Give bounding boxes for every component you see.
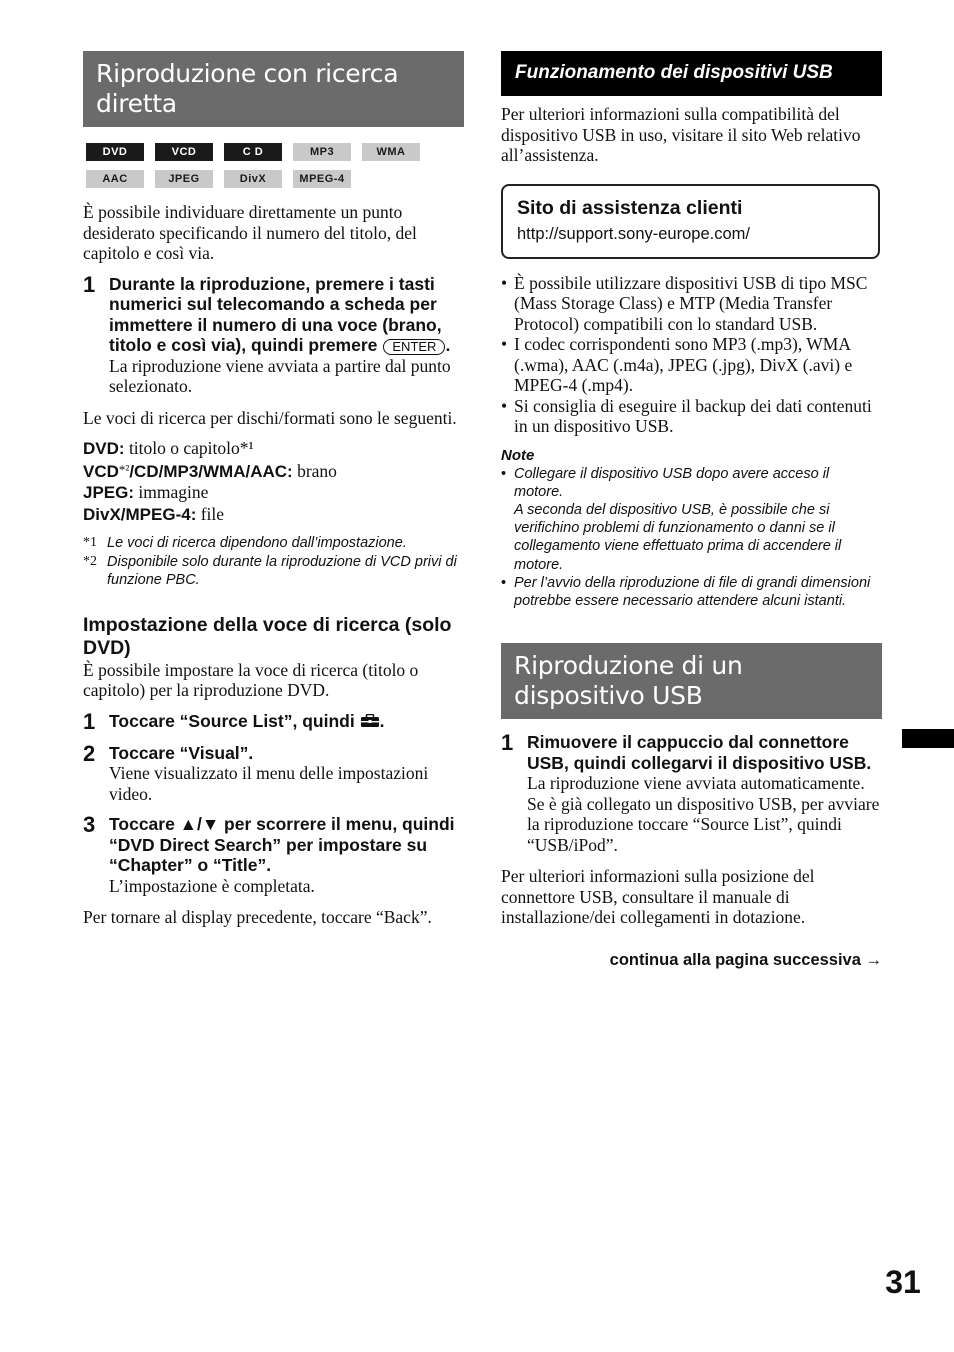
badge-mpeg4: MPEG-4 [293,170,351,188]
notes-block [501,447,882,611]
step-title: Durante la riproduzione, premere i tasti numerici sul telecomando a scheda per immettere il numero di una voce (brano, titolo e così via), quindi premere ENTER . [109,273,451,355]
step-1 [83,271,464,397]
step-description: La riproduzione viene avviata a partire dal punto selezionato. [109,355,451,396]
support-box-title: Sito di assistenza clienti [517,196,743,219]
format-badges [83,143,464,188]
badge-row-1 [83,143,464,161]
search-item-vcd: VCD*²/CD/MP3/WMA/AAC: brano [83,460,337,481]
search-items-list [83,438,464,525]
page-number: 31 [885,1264,921,1300]
intro-paragraph: È possibile individuare direttamente un punto desiderato specificando il numero del titolo, del capitolo e così via. [83,202,417,263]
search-item-dvd: DVD: titolo o capitolo*¹ [83,438,254,458]
toolbox-icon [360,712,380,726]
support-site-box [501,184,880,259]
footnote-2: *2 Disponibile solo durante la riproduzione di VCD privi di funzione PBC. [83,553,457,588]
side-thumb-tab [902,729,954,748]
bullet-item: • È possibile utilizzare dispositivi USB di tipo MSC (Mass Storage Class) e MTP (Media Transfer Protocol) compatibili con lo standard USB. [501,272,868,334]
subsection-intro: È possibile impostare la voce di ricerca (titolo o capitolo) per la riproduzione DVD. [83,659,419,700]
search-item-jpeg: JPEG: immagine [83,482,209,502]
sub-step-2: 2 Toccare “Visual”. Viene visualizzato il menu delle impostazioni video. [83,740,429,804]
enter-key-icon: ENTER [383,339,445,355]
step-number: 1 [83,271,96,297]
badge-cd: C D [224,143,282,161]
sub-step-1: 1 Toccare “Source List”, quindi . [83,708,385,734]
left-column [83,51,464,928]
badge-mp3: MP3 [293,143,351,161]
search-item-divx: DivX/MPEG-4: file [83,503,225,524]
footnotes [83,534,464,590]
sub-step-3: 3 Toccare ▲/▼ per scorrere il menu, quindi “DVD Direct Search” per impostare su “Chapter” o “Title”. L’impostazione è completata. [83,812,455,896]
bullet-item: • Si consiglia di eseguire il backup dei dati contenuti in un dispositivo USB. [501,395,872,436]
note-item: • Collegare il dispositivo USB dopo avere acceso il motore. A seconda del dispositivo USB, è possibile che si verifichino problemi di funzionamento o danni se il collegamento viene effettuato prima di accendere il motore. [501,465,842,573]
badge-dvd: DVD [86,143,144,161]
note-item: • Per l’avvio della riproduzione di file di grandi dimensioni potrebbe essere necessario attendere alcuni istanti. [501,574,871,609]
bullet-item: • I codec corrispondenti sono MP3 (.mp3), WMA (.wma), AAC (.m4a), JPEG (.jpg), DivX (.avi) e MPEG-4 (.mp4). [501,334,853,395]
section-title-usb-playback: Riproduzione di un dispositivo USB [501,643,882,719]
badge-vcd: VCD [155,143,213,161]
badge-wma: WMA [362,143,420,161]
search-intro: Le voci di ricerca per dischi/formati sono le seguenti. [83,407,457,428]
usb-operations-title: Funzionamento dei dispositivi USB [501,51,882,96]
subsection-title: Impostazione della voce di ricerca (solo DVD) [83,613,452,659]
usb-operations-intro: Per ulteriori informazioni sulla compatibilità del dispositivo USB in uso, visitare il sito Web relativo all’assistenza. [501,104,861,165]
usb-outro: Per ulteriori informazioni sulla posizione del connettore USB, consultare il manuale di installazione/dei collegamenti in dotazione. [501,866,815,928]
note-title: Note [501,446,535,464]
badge-jpeg: JPEG [155,170,213,188]
back-note: Per tornare al display precedente, toccare “Back”. [83,907,432,927]
badge-divx: DivX [224,170,282,188]
usb-bullets [501,273,882,437]
badge-aac: AAC [86,170,144,188]
footnote-1: *1 Le voci di ricerca dipendono dall’impostazione. [83,535,407,551]
support-url[interactable]: http://support.sony-europe.com/ [517,224,750,243]
badge-row-2 [83,170,464,188]
right-column [501,51,882,970]
section-title-direct-search: Riproduzione con ricerca diretta [83,51,464,127]
usb-step-1: 1 Rimuovere il cappuccio dal connettore USB, quindi collegarvi il dispositivo USB. La riproduzione viene avviata automaticamente. Se è già collegato un dispositivo USB, per avviare la riproduzione toccare “Source List”, quindi “USB/iPod”. [501,730,880,855]
continue-next-page: continua alla pagina successiva → [609,950,882,969]
